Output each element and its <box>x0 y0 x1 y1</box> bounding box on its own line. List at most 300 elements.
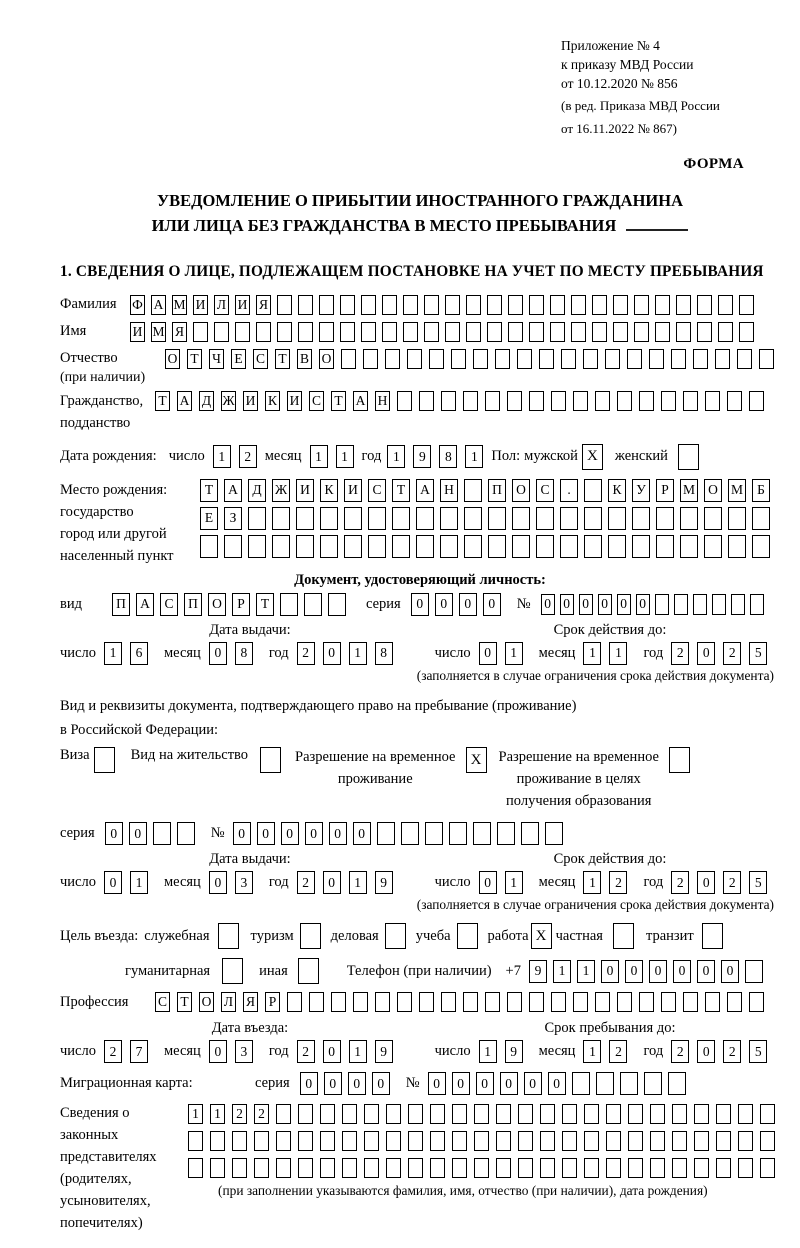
purpose-humanitarian-checkbox[interactable] <box>222 958 243 984</box>
char-box[interactable] <box>298 1131 313 1151</box>
char-box[interactable] <box>342 1131 357 1151</box>
char-box[interactable]: О <box>199 992 214 1012</box>
char-box[interactable] <box>232 1158 247 1178</box>
char-box[interactable]: Я <box>256 295 271 315</box>
char-box[interactable] <box>628 1104 643 1124</box>
char-box[interactable] <box>738 1104 753 1124</box>
char-box[interactable]: Б <box>752 479 770 502</box>
char-box[interactable]: М <box>172 295 187 315</box>
char-box[interactable]: К <box>608 479 626 502</box>
char-box[interactable] <box>408 1131 423 1151</box>
char-box[interactable] <box>507 391 522 411</box>
gender-female-checkbox[interactable] <box>678 444 699 470</box>
char-box[interactable] <box>210 1158 225 1178</box>
char-box[interactable]: М <box>728 479 746 502</box>
char-box[interactable]: 0 <box>476 1072 494 1095</box>
char-box[interactable] <box>760 1158 775 1178</box>
char-box[interactable] <box>397 992 412 1012</box>
char-box[interactable]: 7 <box>130 1040 148 1063</box>
char-box[interactable]: 0 <box>281 822 299 845</box>
char-box[interactable]: И <box>235 295 250 315</box>
char-box[interactable]: А <box>353 391 368 411</box>
char-box[interactable]: 0 <box>209 871 227 894</box>
char-box[interactable] <box>416 535 434 558</box>
char-box[interactable] <box>716 1158 731 1178</box>
char-box[interactable]: Т <box>200 479 218 502</box>
char-box[interactable] <box>254 1158 269 1178</box>
char-box[interactable]: 1 <box>465 445 483 468</box>
char-box[interactable] <box>672 1158 687 1178</box>
char-box[interactable] <box>518 1104 533 1124</box>
char-box[interactable] <box>752 507 770 530</box>
char-box[interactable] <box>94 747 115 773</box>
char-box[interactable] <box>298 295 313 315</box>
char-box[interactable]: С <box>368 479 386 502</box>
char-box[interactable] <box>608 535 626 558</box>
char-box[interactable]: Д <box>199 391 214 411</box>
char-box[interactable] <box>452 1158 467 1178</box>
char-box[interactable]: 1 <box>553 960 571 983</box>
char-box[interactable] <box>304 593 322 616</box>
char-box[interactable] <box>632 535 650 558</box>
char-box[interactable] <box>377 822 395 845</box>
char-box[interactable]: X <box>466 747 487 773</box>
char-box[interactable]: 1 <box>505 642 523 665</box>
char-box[interactable] <box>441 992 456 1012</box>
char-box[interactable] <box>474 1131 489 1151</box>
char-box[interactable]: 2 <box>297 642 315 665</box>
char-box[interactable] <box>727 391 742 411</box>
char-box[interactable]: 0 <box>579 594 593 615</box>
char-box[interactable] <box>592 295 607 315</box>
char-box[interactable] <box>328 593 346 616</box>
char-box[interactable] <box>540 1131 555 1151</box>
char-box[interactable] <box>375 992 390 1012</box>
char-box[interactable] <box>540 1104 555 1124</box>
char-box[interactable] <box>739 295 754 315</box>
char-box[interactable] <box>340 322 355 342</box>
char-box[interactable] <box>715 349 730 369</box>
char-box[interactable] <box>745 960 763 983</box>
char-box[interactable] <box>277 295 292 315</box>
char-box[interactable] <box>473 349 488 369</box>
char-box[interactable] <box>620 1072 638 1095</box>
char-box[interactable]: 0 <box>323 871 341 894</box>
char-box[interactable]: 2 <box>723 871 741 894</box>
char-box[interactable] <box>560 535 578 558</box>
char-box[interactable]: А <box>416 479 434 502</box>
char-box[interactable] <box>628 1131 643 1151</box>
char-box[interactable]: О <box>512 479 530 502</box>
char-box[interactable]: И <box>296 479 314 502</box>
char-box[interactable]: 0 <box>601 960 619 983</box>
char-box[interactable] <box>440 535 458 558</box>
char-box[interactable] <box>650 1131 665 1151</box>
char-box[interactable]: 0 <box>323 1040 341 1063</box>
char-box[interactable]: К <box>320 479 338 502</box>
char-box[interactable] <box>319 295 334 315</box>
char-box[interactable]: 1 <box>213 445 231 468</box>
char-box[interactable] <box>752 535 770 558</box>
char-box[interactable] <box>649 349 664 369</box>
char-box[interactable] <box>634 295 649 315</box>
char-box[interactable] <box>676 295 691 315</box>
char-box[interactable] <box>561 349 576 369</box>
char-box[interactable] <box>235 322 250 342</box>
char-box[interactable] <box>518 1158 533 1178</box>
char-box[interactable] <box>680 535 698 558</box>
char-box[interactable] <box>613 295 628 315</box>
char-box[interactable] <box>669 747 690 773</box>
char-box[interactable] <box>408 1158 423 1178</box>
char-box[interactable]: 0 <box>617 594 631 615</box>
char-box[interactable]: А <box>136 593 154 616</box>
char-box[interactable] <box>320 507 338 530</box>
char-box[interactable]: 1 <box>349 642 367 665</box>
char-box[interactable] <box>529 295 544 315</box>
char-box[interactable] <box>517 349 532 369</box>
char-box[interactable] <box>364 1104 379 1124</box>
char-box[interactable] <box>562 1104 577 1124</box>
char-box[interactable] <box>177 822 195 845</box>
char-box[interactable] <box>452 1131 467 1151</box>
char-box[interactable] <box>680 507 698 530</box>
char-box[interactable] <box>441 391 456 411</box>
char-box[interactable]: 0 <box>721 960 739 983</box>
char-box[interactable]: О <box>319 349 334 369</box>
char-box[interactable]: 1 <box>609 642 627 665</box>
char-box[interactable]: А <box>151 295 166 315</box>
char-box[interactable] <box>693 349 708 369</box>
char-box[interactable]: 0 <box>697 642 715 665</box>
char-box[interactable]: 2 <box>297 1040 315 1063</box>
char-box[interactable]: 0 <box>524 1072 542 1095</box>
char-box[interactable]: Ж <box>272 479 290 502</box>
purpose-work-checkbox[interactable] <box>531 923 552 949</box>
char-box[interactable] <box>760 1131 775 1151</box>
char-box[interactable]: 0 <box>300 1072 318 1095</box>
char-box[interactable] <box>672 1131 687 1151</box>
char-box[interactable] <box>341 349 356 369</box>
char-box[interactable] <box>705 391 720 411</box>
char-box[interactable]: 0 <box>541 594 555 615</box>
char-box[interactable] <box>678 444 699 470</box>
char-box[interactable] <box>277 322 292 342</box>
char-box[interactable]: О <box>704 479 722 502</box>
char-box[interactable] <box>485 391 500 411</box>
char-box[interactable] <box>364 1158 379 1178</box>
char-box[interactable] <box>430 1104 445 1124</box>
char-box[interactable]: 0 <box>209 642 227 665</box>
char-box[interactable]: 8 <box>439 445 457 468</box>
char-box[interactable]: С <box>536 479 554 502</box>
char-box[interactable] <box>200 535 218 558</box>
char-box[interactable]: 0 <box>673 960 691 983</box>
char-box[interactable] <box>518 1131 533 1151</box>
char-box[interactable]: 1 <box>336 445 354 468</box>
char-box[interactable] <box>276 1104 291 1124</box>
char-box[interactable]: 0 <box>435 593 453 616</box>
char-box[interactable] <box>353 992 368 1012</box>
char-box[interactable] <box>728 507 746 530</box>
char-box[interactable] <box>385 349 400 369</box>
rvp-checkbox[interactable] <box>466 747 487 773</box>
purpose-other-checkbox[interactable] <box>298 958 319 984</box>
char-box[interactable] <box>298 1158 313 1178</box>
char-box[interactable]: 0 <box>560 594 574 615</box>
char-box[interactable]: М <box>151 322 166 342</box>
char-box[interactable]: 0 <box>649 960 667 983</box>
char-box[interactable]: П <box>184 593 202 616</box>
char-box[interactable]: Р <box>265 992 280 1012</box>
char-box[interactable]: 6 <box>130 642 148 665</box>
char-box[interactable]: О <box>165 349 180 369</box>
char-box[interactable]: 0 <box>636 594 650 615</box>
char-box[interactable]: 1 <box>188 1104 203 1124</box>
char-box[interactable] <box>342 1158 357 1178</box>
char-box[interactable] <box>463 391 478 411</box>
char-box[interactable]: Л <box>221 992 236 1012</box>
char-box[interactable] <box>596 1072 614 1095</box>
char-box[interactable] <box>496 1158 511 1178</box>
char-box[interactable]: . <box>560 479 578 502</box>
char-box[interactable] <box>280 593 298 616</box>
char-box[interactable] <box>218 923 239 949</box>
char-box[interactable] <box>419 992 434 1012</box>
char-box[interactable] <box>693 594 707 615</box>
char-box[interactable] <box>738 1131 753 1151</box>
char-box[interactable]: 0 <box>411 593 429 616</box>
char-box[interactable]: Т <box>155 391 170 411</box>
char-box[interactable]: 3 <box>235 871 253 894</box>
char-box[interactable]: П <box>112 593 130 616</box>
char-box[interactable]: 2 <box>671 642 689 665</box>
char-box[interactable] <box>606 1104 621 1124</box>
char-box[interactable]: 0 <box>459 593 477 616</box>
char-box[interactable]: Т <box>177 992 192 1012</box>
char-box[interactable] <box>655 322 670 342</box>
char-box[interactable]: А <box>177 391 192 411</box>
char-box[interactable] <box>550 295 565 315</box>
char-box[interactable] <box>440 507 458 530</box>
char-box[interactable] <box>550 322 565 342</box>
char-box[interactable]: Т <box>187 349 202 369</box>
char-box[interactable]: 0 <box>479 642 497 665</box>
char-box[interactable] <box>386 1131 401 1151</box>
char-box[interactable] <box>650 1104 665 1124</box>
char-box[interactable] <box>416 507 434 530</box>
char-box[interactable] <box>397 391 412 411</box>
char-box[interactable] <box>296 535 314 558</box>
char-box[interactable]: П <box>488 479 506 502</box>
char-box[interactable] <box>551 992 566 1012</box>
char-box[interactable] <box>545 822 563 845</box>
char-box[interactable] <box>214 322 229 342</box>
char-box[interactable] <box>300 923 321 949</box>
char-box[interactable] <box>224 535 242 558</box>
char-box[interactable]: Р <box>232 593 250 616</box>
char-box[interactable] <box>382 322 397 342</box>
char-box[interactable]: 0 <box>697 960 715 983</box>
char-box[interactable] <box>368 535 386 558</box>
char-box[interactable]: 0 <box>483 593 501 616</box>
char-box[interactable]: 0 <box>105 822 123 845</box>
char-box[interactable] <box>331 992 346 1012</box>
char-box[interactable] <box>495 349 510 369</box>
char-box[interactable]: Л <box>214 295 229 315</box>
char-box[interactable] <box>702 923 723 949</box>
char-box[interactable] <box>573 391 588 411</box>
char-box[interactable] <box>425 822 443 845</box>
char-box[interactable]: Т <box>275 349 290 369</box>
char-box[interactable] <box>584 507 602 530</box>
char-box[interactable] <box>424 322 439 342</box>
char-box[interactable] <box>386 1104 401 1124</box>
char-box[interactable] <box>749 391 764 411</box>
char-box[interactable]: 1 <box>583 642 601 665</box>
char-box[interactable]: X <box>531 923 552 949</box>
char-box[interactable] <box>704 535 722 558</box>
char-box[interactable] <box>672 1104 687 1124</box>
char-box[interactable] <box>608 507 626 530</box>
char-box[interactable]: 2 <box>671 1040 689 1063</box>
char-box[interactable]: А <box>224 479 242 502</box>
char-box[interactable] <box>697 295 712 315</box>
char-box[interactable] <box>759 349 774 369</box>
char-box[interactable] <box>644 1072 662 1095</box>
char-box[interactable]: 0 <box>257 822 275 845</box>
char-box[interactable] <box>508 322 523 342</box>
char-box[interactable] <box>584 479 602 502</box>
char-box[interactable] <box>674 594 688 615</box>
char-box[interactable] <box>298 322 313 342</box>
char-box[interactable]: 1 <box>583 1040 601 1063</box>
char-box[interactable] <box>496 1131 511 1151</box>
char-box[interactable] <box>320 1158 335 1178</box>
purpose-official-checkbox[interactable] <box>218 923 239 949</box>
char-box[interactable]: И <box>193 295 208 315</box>
char-box[interactable]: О <box>208 593 226 616</box>
char-box[interactable]: 0 <box>348 1072 366 1095</box>
char-box[interactable] <box>613 923 634 949</box>
char-box[interactable] <box>382 295 397 315</box>
char-box[interactable] <box>521 822 539 845</box>
char-box[interactable] <box>529 322 544 342</box>
char-box[interactable]: Я <box>172 322 187 342</box>
char-box[interactable] <box>676 322 691 342</box>
char-box[interactable]: 2 <box>723 642 741 665</box>
char-box[interactable]: 0 <box>324 1072 342 1095</box>
char-box[interactable]: 9 <box>375 1040 393 1063</box>
char-box[interactable] <box>639 391 654 411</box>
char-box[interactable] <box>540 1158 555 1178</box>
char-box[interactable] <box>320 1131 335 1151</box>
char-box[interactable] <box>457 923 478 949</box>
char-box[interactable] <box>473 822 491 845</box>
char-box[interactable] <box>260 747 281 773</box>
char-box[interactable]: И <box>344 479 362 502</box>
char-box[interactable] <box>488 507 506 530</box>
purpose-business-checkbox[interactable] <box>385 923 406 949</box>
char-box[interactable]: 1 <box>210 1104 225 1124</box>
char-box[interactable] <box>429 349 444 369</box>
char-box[interactable] <box>210 1131 225 1151</box>
char-box[interactable]: 2 <box>104 1040 122 1063</box>
char-box[interactable] <box>342 1104 357 1124</box>
char-box[interactable] <box>248 507 266 530</box>
char-box[interactable] <box>407 349 422 369</box>
char-box[interactable] <box>704 507 722 530</box>
char-box[interactable]: Т <box>331 391 346 411</box>
purpose-study-checkbox[interactable] <box>457 923 478 949</box>
char-box[interactable] <box>497 822 515 845</box>
char-box[interactable]: Н <box>375 391 390 411</box>
char-box[interactable]: 8 <box>375 642 393 665</box>
char-box[interactable] <box>716 1131 731 1151</box>
char-box[interactable]: 5 <box>749 1040 767 1063</box>
char-box[interactable] <box>485 992 500 1012</box>
char-box[interactable] <box>584 1104 599 1124</box>
char-box[interactable] <box>340 295 355 315</box>
char-box[interactable] <box>705 992 720 1012</box>
char-box[interactable]: С <box>160 593 178 616</box>
char-box[interactable]: С <box>253 349 268 369</box>
char-box[interactable]: К <box>265 391 280 411</box>
char-box[interactable]: 0 <box>428 1072 446 1095</box>
char-box[interactable]: 0 <box>452 1072 470 1095</box>
char-box[interactable] <box>551 391 566 411</box>
char-box[interactable] <box>738 1158 753 1178</box>
char-box[interactable] <box>583 349 598 369</box>
char-box[interactable] <box>595 391 610 411</box>
char-box[interactable]: З <box>224 507 242 530</box>
char-box[interactable] <box>606 1131 621 1151</box>
char-box[interactable]: 2 <box>297 871 315 894</box>
char-box[interactable] <box>628 1158 643 1178</box>
char-box[interactable] <box>449 822 467 845</box>
char-box[interactable]: 0 <box>598 594 612 615</box>
purpose-private-checkbox[interactable] <box>613 923 634 949</box>
char-box[interactable] <box>272 507 290 530</box>
char-box[interactable]: 1 <box>349 1040 367 1063</box>
char-box[interactable] <box>464 535 482 558</box>
char-box[interactable] <box>683 391 698 411</box>
char-box[interactable]: X <box>582 444 603 470</box>
char-box[interactable] <box>319 322 334 342</box>
char-box[interactable]: Ч <box>209 349 224 369</box>
rvp-edu-checkbox[interactable] <box>669 747 690 773</box>
char-box[interactable] <box>298 1104 313 1124</box>
char-box[interactable] <box>716 1104 731 1124</box>
char-box[interactable] <box>320 1104 335 1124</box>
char-box[interactable]: 1 <box>387 445 405 468</box>
char-box[interactable] <box>320 535 338 558</box>
char-box[interactable]: 2 <box>254 1104 269 1124</box>
char-box[interactable] <box>650 1158 665 1178</box>
char-box[interactable] <box>488 535 506 558</box>
char-box[interactable] <box>529 992 544 1012</box>
char-box[interactable] <box>632 507 650 530</box>
char-box[interactable] <box>661 992 676 1012</box>
char-box[interactable]: 0 <box>548 1072 566 1095</box>
char-box[interactable] <box>392 535 410 558</box>
char-box[interactable] <box>222 958 243 984</box>
char-box[interactable] <box>430 1131 445 1151</box>
char-box[interactable] <box>276 1131 291 1151</box>
char-box[interactable] <box>464 479 482 502</box>
char-box[interactable] <box>272 535 290 558</box>
char-box[interactable] <box>188 1131 203 1151</box>
